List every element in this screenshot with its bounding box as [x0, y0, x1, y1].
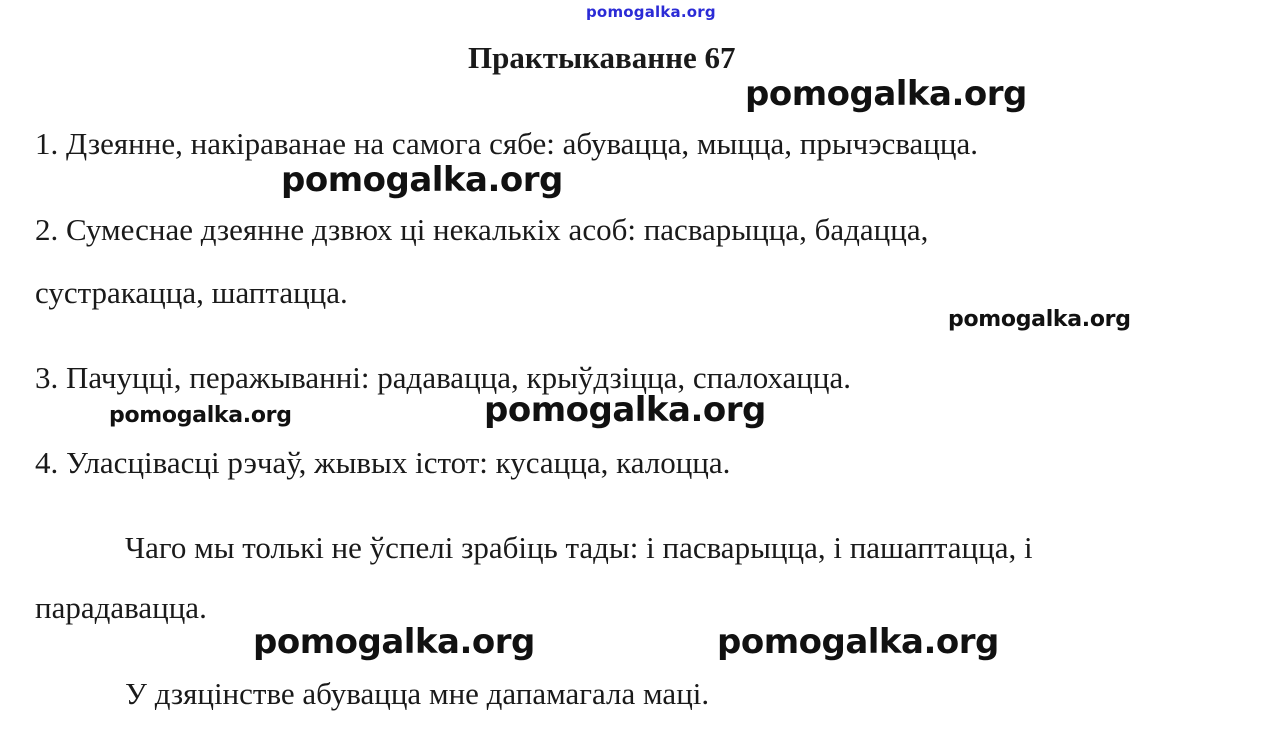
watermark: pomogalka.org — [745, 74, 1027, 114]
item-3: 3. Пачуцці, перажыванні: радавацца, крыўдзіцца, спалохацца. — [35, 360, 851, 395]
watermark: pomogalka.org — [253, 622, 535, 662]
item-2-line-1: 2. Сумеснае дзеянне дзвюх ці некалькіх асоб: пасварыцца, бадацца, — [35, 212, 929, 247]
item-1: 1. Дзеянне, накіраванае на самога сябе: абувацца, мыцца, прычэсвацца. — [35, 126, 979, 161]
example-1-line-2: парадавацца. — [35, 590, 207, 625]
watermark: pomogalka.org — [717, 622, 999, 662]
watermark-top[interactable]: pomogalka.org — [586, 3, 716, 21]
item-4: 4. Уласцівасці рэчаў, жывых істот: кусацца, калоцца. — [35, 445, 731, 480]
watermark: pomogalka.org — [109, 403, 292, 428]
item-2-line-2: сустракацца, шаптацца. — [35, 275, 348, 310]
exercise-title: Практыкаванне 67 — [468, 40, 736, 75]
example-2: У дзяцінстве абувацца мне дапамагала маці. — [125, 676, 710, 711]
watermark: pomogalka.org — [484, 390, 766, 430]
watermark: pomogalka.org — [281, 160, 563, 200]
example-1-line-1: Чаго мы толькі не ўспелі зрабіць тады: і пасварыцца, і пашаптацца, і — [125, 530, 1033, 565]
watermark: pomogalka.org — [948, 307, 1131, 332]
